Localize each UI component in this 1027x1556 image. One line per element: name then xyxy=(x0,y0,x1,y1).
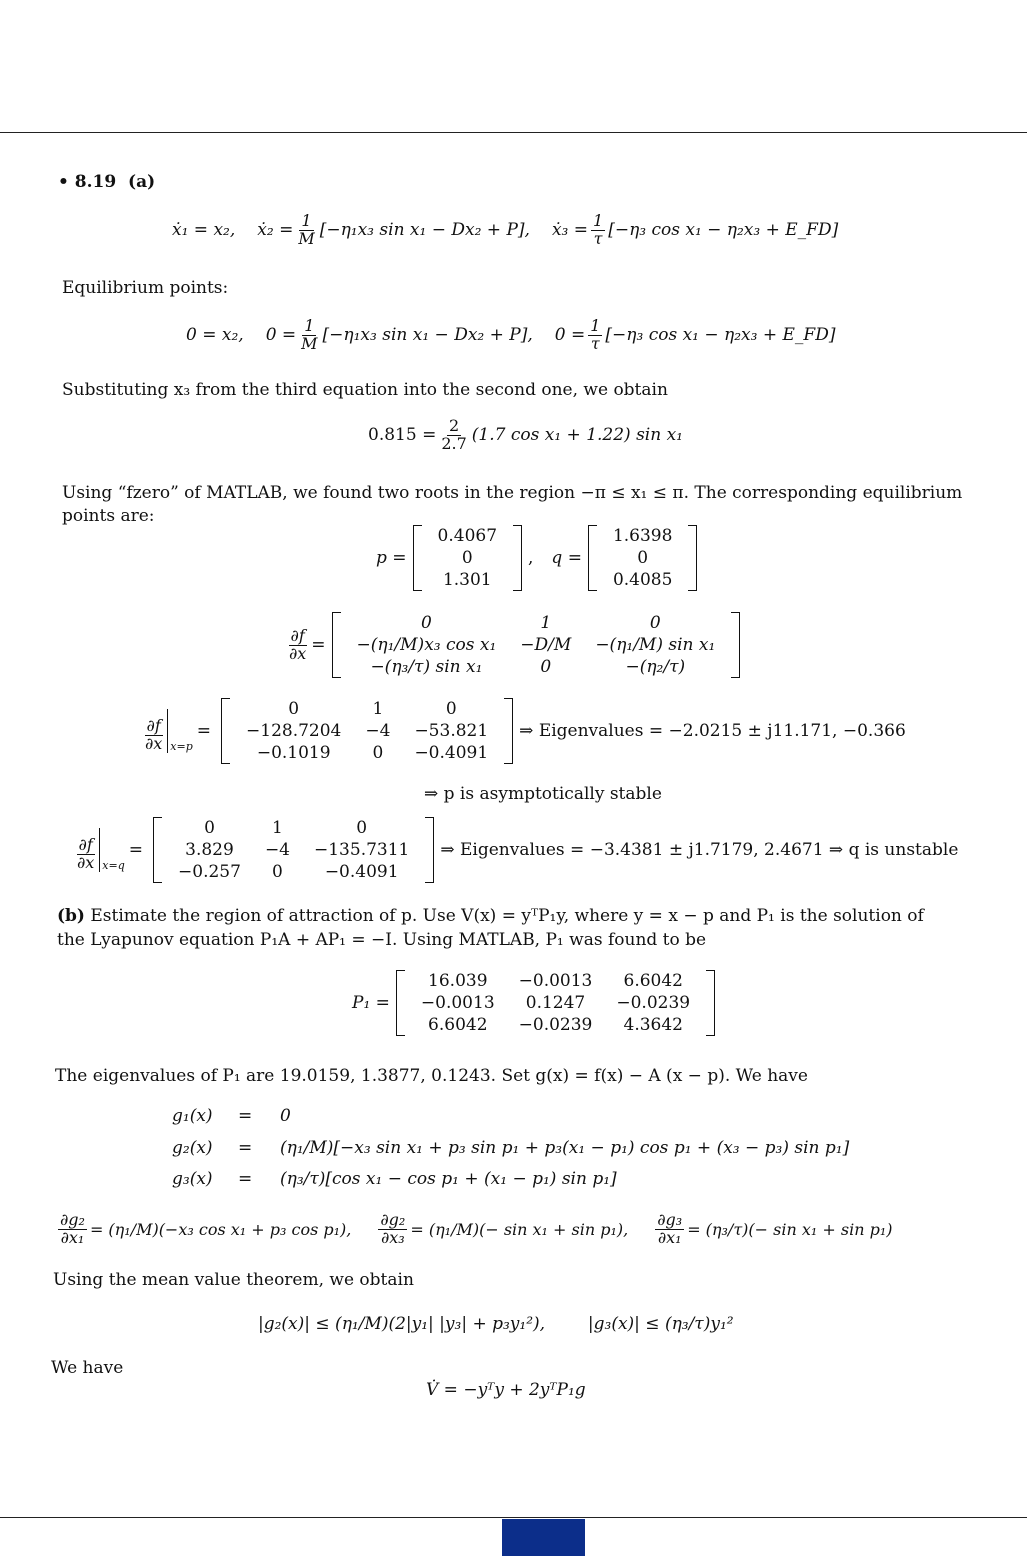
matrix-cell: 1 xyxy=(372,699,384,719)
matrix-cell: −0.0013 xyxy=(420,993,495,1013)
fraction-numerator: 1 xyxy=(590,316,601,335)
fraction-denominator: τ xyxy=(590,333,600,353)
equation-part: g₃(x) xyxy=(172,1169,213,1189)
matrix-cell: 0 xyxy=(445,699,457,719)
sub-x-eq-q: x=q xyxy=(102,859,125,872)
fraction-denominator: ∂x xyxy=(77,853,95,873)
jacobian-at-q xyxy=(72,817,958,883)
p-label: p = xyxy=(376,548,407,568)
we-have: We have xyxy=(51,1358,124,1378)
fraction-numerator: ∂f xyxy=(146,716,161,736)
fraction-numerator: ∂f xyxy=(290,625,305,645)
frac-1-over-m xyxy=(296,213,316,248)
q-vector xyxy=(588,525,697,591)
matrix-cell: −0.257 xyxy=(178,862,241,882)
page-number-block xyxy=(502,1519,585,1556)
frac-1-over-m-2 xyxy=(299,318,319,353)
jac-p-matrix xyxy=(221,698,513,764)
matrix-cell: 3.829 xyxy=(185,840,234,860)
p1-matrix-eq xyxy=(352,970,721,1036)
jac-p-eigenvalues: ⇒ Eigenvalues = −2.0215 ± j11.171, −0.366 xyxy=(519,721,906,741)
matrix-cell: −0.0239 xyxy=(616,993,691,1013)
fraction-numerator: ∂g₂ xyxy=(60,1210,85,1229)
part-b-label: (b) xyxy=(57,906,85,926)
bound-g2: |g₂(x)| ≤ (η₁/M)(2|y₁| |y₃| + p₃y₁²), xyxy=(258,1314,546,1334)
part-b-text1: Estimate the region of attraction of p. Use V(x) = yᵀP₁y, where y = x − p and P₁ is the solution of xyxy=(90,906,924,926)
fzero-text: Using “fzero” of MATLAB, we found two roots in the region −π ≤ x₁ ≤ π. The corresponding equilibrium xyxy=(62,483,963,503)
root-equation xyxy=(368,418,683,453)
jac-q-eigenvalues: ⇒ Eigenvalues = −3.4381 ± j1.7179, 2.4671 ⇒ q is unstable xyxy=(440,840,959,860)
g1-row xyxy=(172,1106,291,1126)
bound-g3: |g₃(x)| ≤ (η₃/τ)y₁² xyxy=(587,1314,734,1334)
matrix-cell: −(η₁/M) sin x₁ xyxy=(595,635,716,655)
dg2-dx1 xyxy=(58,1212,87,1247)
root-lhs: 0.815 = xyxy=(368,425,437,446)
state-equations xyxy=(172,213,838,248)
g2-row xyxy=(172,1138,849,1158)
equation-part: 0 xyxy=(280,1106,291,1126)
part-b-line1 xyxy=(57,906,924,926)
partials-row xyxy=(55,1212,893,1247)
eig-p1-text: The eigenvalues of P₁ are 19.0159, 1.3877, 0.1243. Set g(x) = f(x) − A (x − p). We have xyxy=(55,1066,808,1086)
p-vector xyxy=(413,525,522,591)
matrix-cell: 6.6042 xyxy=(428,1015,488,1035)
df-dx-frac-q xyxy=(75,837,96,872)
fraction-denominator: τ xyxy=(593,228,603,248)
equation-part: g₂(x) xyxy=(172,1138,213,1158)
problem-heading xyxy=(58,172,155,192)
matrix-cell: 0 xyxy=(288,699,300,719)
p-stability: ⇒ p is asymptotically stable xyxy=(424,784,662,804)
fraction-denominator: ∂x₃ xyxy=(381,1227,405,1247)
matrix-cell: 1 xyxy=(272,818,283,838)
matrix-cell: −(η₂/τ) xyxy=(625,657,686,677)
fraction-denominator: M xyxy=(301,333,318,353)
p-vec-2: 0 xyxy=(461,548,473,568)
part-b-text2: the Lyapunov equation P₁A + AP₁ = −I. Using MATLAB, P₁ was found to be xyxy=(57,930,707,950)
matrix-cell: 6.6042 xyxy=(623,971,683,991)
frac-1-over-tau-2 xyxy=(588,318,602,353)
frac-2-over-27 xyxy=(439,418,468,453)
part-a-label: (a) xyxy=(128,172,156,192)
matrix-cell: 16.039 xyxy=(428,971,488,991)
equil-a: 0 = x₂, xyxy=(186,325,244,346)
fraction-numerator: ∂f xyxy=(78,835,93,855)
substituting-text: Substituting x₃ from the third equation into the second one, we obtain xyxy=(62,380,668,400)
df-dx-frac xyxy=(287,625,308,663)
fraction-numerator: 1 xyxy=(593,211,604,230)
fraction-denominator: ∂x xyxy=(289,643,307,663)
matrix-cell: 0 xyxy=(649,613,661,633)
matrix-cell: −135.7311 xyxy=(314,840,410,860)
dg2-dx1-rhs: = (η₁/M)(−x₃ cos x₁ + p₃ cos p₁), xyxy=(89,1219,352,1239)
matrix-cell: 1 xyxy=(540,613,552,633)
p-vec-1: 0.4067 xyxy=(437,526,498,546)
q-vec-2: 0 xyxy=(637,548,649,568)
dg3-dx1 xyxy=(655,1212,684,1247)
fraction-numerator: ∂g₂ xyxy=(380,1210,406,1229)
dg3-dx1-rhs: = (η₃/τ)(− sin x₁ + sin p₁) xyxy=(687,1219,893,1239)
q-vec-1: 1.6398 xyxy=(612,526,673,546)
equil-c-rhs: [−η₃ cos x₁ − η₂x₃ + E_FD] xyxy=(605,325,836,346)
jac-q-eq: = xyxy=(128,840,144,860)
fraction-denominator: ∂x₁ xyxy=(60,1227,85,1247)
dg2-dx3 xyxy=(378,1212,407,1247)
matrix-cell: 0 xyxy=(204,818,215,838)
jacobian-symbolic xyxy=(284,612,746,678)
equation-part: (η₁/M)[−x₃ sin x₁ + p₃ sin p₁ + p₃(x₁ − p₁) cos p₁ + (x₃ − p₃) sin p₁] xyxy=(280,1138,850,1158)
matrix-cell: −128.7204 xyxy=(246,721,342,741)
equil-b-rhs: [−η₁x₃ sin x₁ − Dx₂ + P], xyxy=(322,325,533,346)
matrix-cell: −0.4091 xyxy=(414,743,489,763)
fraction-denominator: ∂x xyxy=(145,734,163,754)
p1-matrix xyxy=(396,970,715,1036)
bounds-row xyxy=(258,1314,734,1334)
eq-x2-rhs: [−η₁x₃ sin x₁ − Dx₂ + P], xyxy=(319,220,530,241)
equation-part: = xyxy=(238,1169,253,1189)
q-vec-3: 0.4085 xyxy=(612,570,673,590)
sub-x-eq-p: x=p xyxy=(170,740,193,753)
matrix-cell: −(η₃/τ) sin x₁ xyxy=(370,657,483,677)
equation-part: = xyxy=(238,1106,253,1126)
matrix-cell: −0.4091 xyxy=(324,862,399,882)
fraction-numerator: ∂g₃ xyxy=(657,1210,683,1229)
df-dx-frac-p xyxy=(143,718,164,753)
matrix-cell: −0.0239 xyxy=(518,1015,593,1035)
matrix-cell: 0.1247 xyxy=(525,993,586,1013)
vector-comma: , xyxy=(528,548,534,568)
problem-number: • 8.19 xyxy=(58,172,117,192)
points-text: points are: xyxy=(62,506,155,526)
vdot-equation: V̇ = −yᵀy + 2yᵀP₁g xyxy=(426,1380,586,1400)
fraction-denominator: M xyxy=(298,228,315,248)
equation-part: (η₃/τ)[cos x₁ − cos p₁ + (x₁ − p₁) sin p₁] xyxy=(280,1169,617,1189)
jacobian-matrix xyxy=(332,612,741,678)
equil-c-lhs: 0 = xyxy=(554,325,586,346)
matrix-cell: −0.1019 xyxy=(256,743,331,763)
frac-1-over-tau xyxy=(591,213,605,248)
fraction-numerator: 1 xyxy=(304,316,315,335)
fraction-numerator: 2 xyxy=(448,416,460,435)
matrix-cell: −D/M xyxy=(520,635,572,655)
p1-label: P₁ = xyxy=(352,993,390,1013)
matrix-cell: 0 xyxy=(372,743,384,763)
fraction-numerator: 1 xyxy=(301,211,312,230)
matrix-cell: 4.3642 xyxy=(623,1015,683,1035)
matrix-cell: −(η₁/M)x₃ cos x₁ xyxy=(356,635,497,655)
eq-x3-rhs: [−η₃ cos x₁ − η₂x₃ + E_FD] xyxy=(608,220,839,241)
equilibrium-vectors xyxy=(376,525,703,591)
fraction-denominator: 2.7 xyxy=(441,433,467,453)
equilibrium-label: Equilibrium points: xyxy=(62,278,229,298)
dg2-dx3-rhs: = (η₁/M)(− sin x₁ + sin p₁), xyxy=(410,1219,629,1239)
matrix-cell: −53.821 xyxy=(414,721,489,741)
jac-q-matrix xyxy=(153,817,434,883)
fraction-denominator: ∂x₁ xyxy=(657,1227,682,1247)
equation-part: g₁(x) xyxy=(172,1106,213,1126)
matrix-cell: −4 xyxy=(264,840,290,860)
p-vec-3: 1.301 xyxy=(442,570,492,590)
matrix-cell: 0 xyxy=(356,818,368,838)
g3-row xyxy=(172,1169,617,1189)
jac-p-eq: = xyxy=(196,721,212,741)
matrix-cell: −0.0013 xyxy=(518,971,593,991)
bottom-rule xyxy=(0,1517,1027,1518)
eq-x3-lhs: ẋ₃ = xyxy=(551,220,588,241)
matrix-cell: −4 xyxy=(365,721,391,741)
matrix-cell: 0 xyxy=(540,657,552,677)
eq-x1: ẋ₁ = x₂, xyxy=(172,220,236,241)
root-rhs: (1.7 cos x₁ + 1.22) sin x₁ xyxy=(471,425,683,446)
equil-b-lhs: 0 = xyxy=(265,325,297,346)
matrix-cell: 0 xyxy=(272,862,283,882)
q-label: q = xyxy=(551,548,582,568)
jacobian-at-p xyxy=(140,698,906,764)
mvt-text: Using the mean value theorem, we obtain xyxy=(53,1270,414,1290)
equation-part: = xyxy=(238,1138,253,1158)
jacobian-eq: = xyxy=(311,635,326,655)
top-rule xyxy=(0,132,1027,133)
matrix-cell: 0 xyxy=(421,613,432,633)
equilibrium-equations xyxy=(186,318,835,353)
eq-x2-lhs: ẋ₂ = xyxy=(257,220,294,241)
